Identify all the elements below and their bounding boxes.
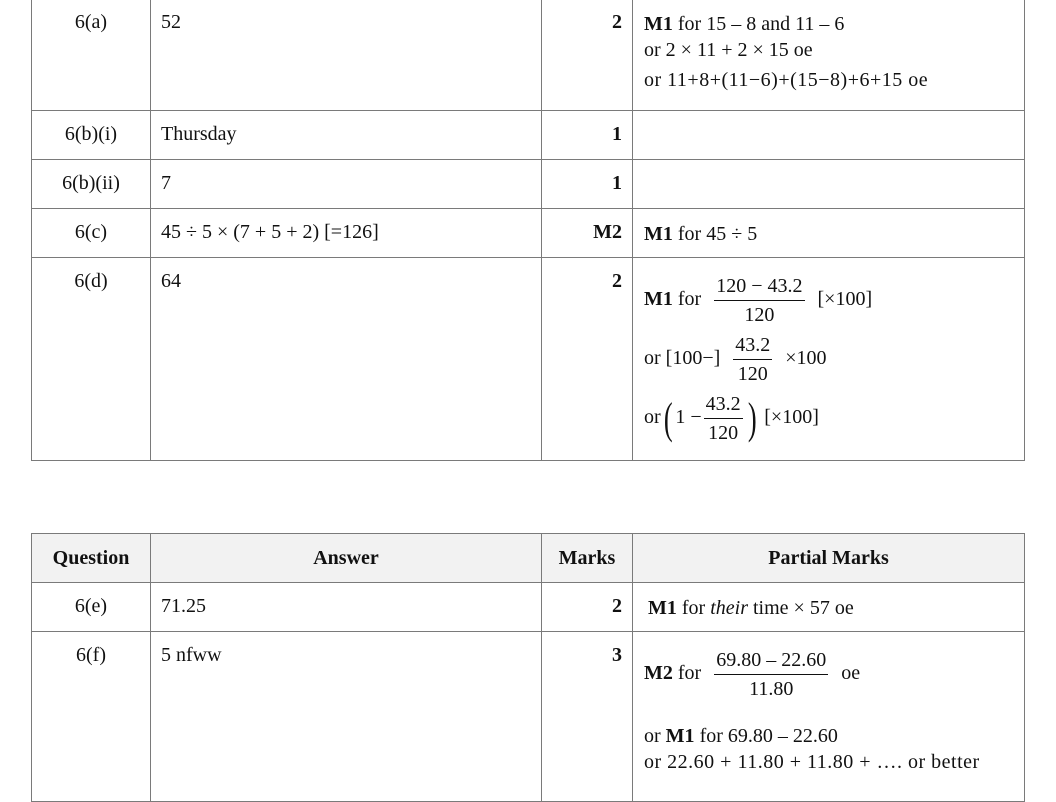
answer-cell: 5 nfww — [151, 632, 542, 802]
right-paren: ) — [747, 393, 757, 443]
partial-text: [×100] — [764, 406, 819, 429]
partial-marks-cell — [633, 111, 1025, 160]
mark-code: M1 — [648, 597, 677, 619]
partial-line-1 — [644, 646, 1024, 703]
partial-text: for — [672, 662, 702, 685]
partial-text: for 69.80 – 22.60 — [694, 725, 838, 747]
partial-marks-cell — [633, 160, 1025, 209]
header-partial-marks: Partial Marks — [633, 534, 1025, 583]
mark-code: M1 — [644, 288, 673, 311]
question-cell: 6(c) — [32, 209, 151, 258]
partial-text: 1 − — [675, 406, 702, 429]
partial-text: for 45 ÷ 5 — [672, 223, 758, 245]
answer-cell: 7 — [151, 160, 542, 209]
question-cell: 6(e) — [32, 583, 151, 632]
table-row — [32, 209, 1025, 258]
marks-cell: 1 — [542, 111, 633, 160]
table-header-row — [32, 534, 1025, 583]
denominator: 120 — [708, 422, 739, 444]
partial-text: oe — [841, 662, 861, 685]
fraction — [714, 272, 804, 329]
partial-text: ×100 — [785, 347, 827, 370]
answer-cell: Thursday — [151, 111, 542, 160]
table-row — [32, 583, 1025, 632]
partial-marks-cell — [633, 632, 1025, 802]
answer-cell: 71.25 — [151, 583, 542, 632]
partial-text: for — [676, 597, 711, 619]
partial-text: for 15 – 8 and 11 – 6 — [672, 13, 845, 35]
numerator: 120 − 43.2 — [714, 272, 804, 301]
answer-cell: 52 — [151, 0, 542, 111]
partial-line-2 — [644, 331, 1024, 388]
question-cell: 6(f) — [32, 632, 151, 802]
answer-cell: 45 ÷ 5 × (7 + 5 + 2) [=126] — [151, 209, 542, 258]
partial-line-2 — [644, 723, 1024, 749]
marks-cell: 1 — [542, 160, 633, 209]
partial-marks-cell — [633, 0, 1025, 111]
table-row — [32, 0, 1025, 111]
fraction — [714, 646, 828, 703]
partial-text: or — [644, 725, 666, 747]
partial-italic: their — [710, 597, 748, 619]
partial-marks-cell — [633, 258, 1025, 461]
partial-text: or 2 × 11 + 2 × 15 oe — [644, 39, 813, 61]
mark-code: M2 — [644, 662, 673, 685]
partial-line-1 — [644, 272, 1024, 329]
header-question: Question — [32, 534, 151, 583]
question-cell: 6(b)(ii) — [32, 160, 151, 209]
partial-text: or [100−] — [644, 347, 721, 370]
mark-code: M1 — [644, 13, 673, 35]
numerator: 69.80 – 22.60 — [714, 646, 828, 675]
question-cell: 6(b)(i) — [32, 111, 151, 160]
partial-text: [×100] — [817, 288, 873, 311]
marks-cell: 2 — [542, 0, 633, 111]
header-marks: Marks — [542, 534, 633, 583]
question-cell: 6(d) — [32, 258, 151, 461]
header-answer: Answer — [151, 534, 542, 583]
partial-marks-cell — [633, 583, 1025, 632]
numerator: 43.2 — [733, 331, 772, 360]
mark-code: M1 — [644, 223, 673, 245]
partial-text: or — [644, 406, 661, 429]
partial-marks-cell — [633, 209, 1025, 258]
partial-line-3 — [644, 390, 1024, 447]
table-row — [32, 160, 1025, 209]
partial-text: time × 57 oe — [748, 597, 854, 619]
partial-text: or 22.60 + 11.80 + 11.80 + …. or better — [644, 751, 980, 773]
mark-code: M1 — [665, 725, 695, 747]
answer-cell: 64 — [151, 258, 542, 461]
table-row — [32, 632, 1025, 802]
fraction — [704, 390, 743, 447]
left-paren: ( — [663, 393, 673, 443]
marks-cell: 2 — [542, 583, 633, 632]
mark-scheme-table-2 — [31, 533, 1025, 802]
marks-cell: 2 — [542, 258, 633, 461]
denominator: 120 — [737, 363, 768, 385]
fraction — [733, 331, 772, 388]
marks-cell: 3 — [542, 632, 633, 802]
numerator: 43.2 — [704, 390, 743, 419]
table-row — [32, 111, 1025, 160]
denominator: 120 — [744, 304, 775, 326]
question-cell: 6(a) — [32, 0, 151, 111]
marks-cell: M2 — [542, 209, 633, 258]
partial-text: or 11+8+(11−6)+(15−8)+6+15 oe — [644, 69, 929, 91]
denominator: 11.80 — [749, 678, 794, 700]
table-row — [32, 258, 1025, 461]
partial-text: for — [672, 288, 702, 311]
mark-scheme-table-1 — [31, 0, 1025, 461]
